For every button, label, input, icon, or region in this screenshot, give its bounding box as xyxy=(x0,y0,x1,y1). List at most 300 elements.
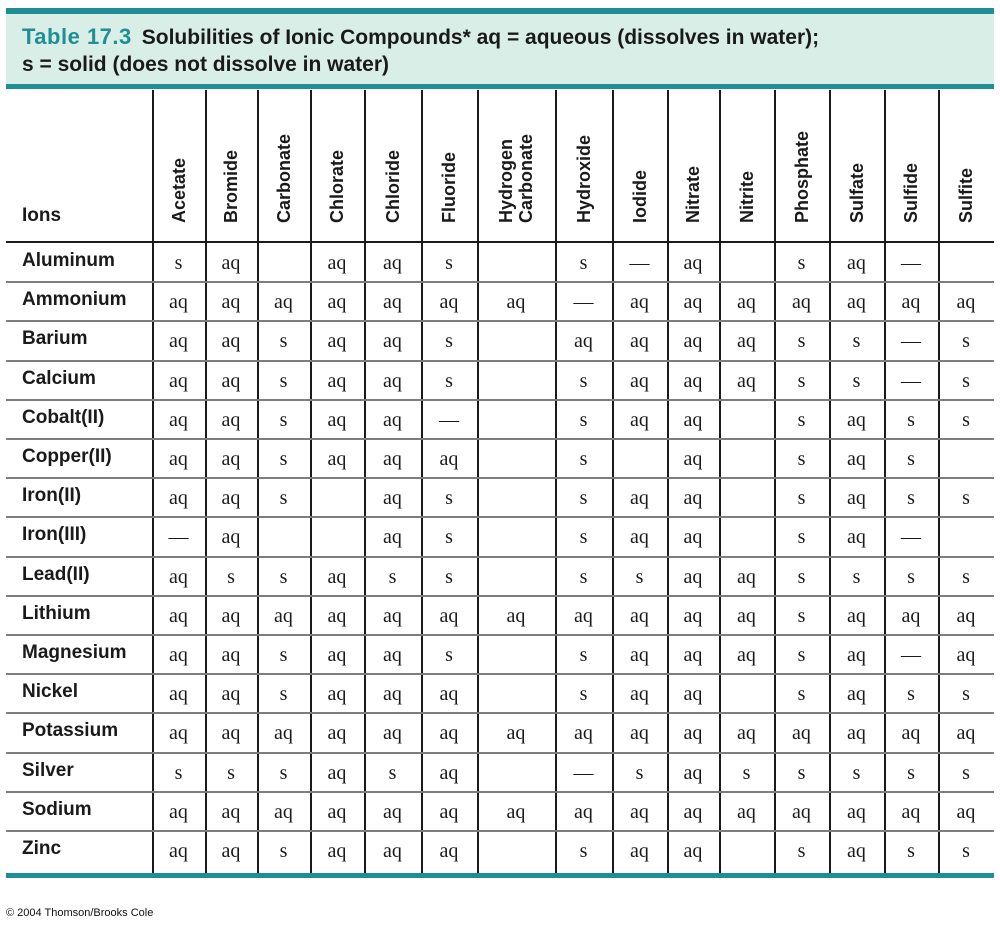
table-cell: s xyxy=(227,761,235,784)
table-cell: s xyxy=(907,683,915,706)
column-header: Phosphate xyxy=(791,130,812,223)
table-cell: aq xyxy=(221,448,241,470)
column-header: Chlorate xyxy=(327,149,347,223)
row-label: Barium xyxy=(22,328,88,350)
table-cell: — xyxy=(901,526,921,549)
table-cell xyxy=(938,445,994,473)
table-cell: aq xyxy=(683,252,703,274)
table-cell: aq xyxy=(737,800,756,823)
table-cell: s xyxy=(797,761,806,784)
table-cell: aq xyxy=(574,800,593,823)
table-cell: aq xyxy=(792,291,811,314)
table-cell: aq xyxy=(737,369,756,392)
row-divider xyxy=(6,320,994,322)
row-divider xyxy=(6,438,994,440)
table-cell: s xyxy=(852,330,861,353)
table-cell: aq xyxy=(683,330,703,353)
table-cell: s xyxy=(445,252,453,274)
row-divider xyxy=(6,830,994,832)
table-cell xyxy=(938,249,994,277)
table-cell: s xyxy=(797,448,806,470)
table-cell: aq xyxy=(169,683,188,706)
table-number: Table 17.3 xyxy=(22,24,132,49)
table-cell xyxy=(477,367,555,395)
table-cell: s xyxy=(797,252,806,274)
table-cell: aq xyxy=(683,644,703,666)
table-cell: s xyxy=(445,330,453,353)
table-cell: s xyxy=(279,683,288,706)
table-cell: aq xyxy=(327,683,347,706)
table-cell: s xyxy=(635,565,644,588)
table-cell: aq xyxy=(169,369,188,392)
table-cell: aq xyxy=(169,800,188,823)
table-cell: aq xyxy=(327,644,347,666)
table-cell: aq xyxy=(956,604,976,627)
table-cell xyxy=(477,563,555,591)
column-divider xyxy=(555,90,557,873)
table-cell: s xyxy=(579,840,588,862)
table-cell: aq xyxy=(383,487,402,510)
table-cell xyxy=(477,759,555,787)
table-cell: — xyxy=(629,252,650,274)
table-cell: aq xyxy=(630,683,649,706)
row-label: Magnesium xyxy=(22,642,127,663)
table-cell: aq xyxy=(630,840,649,862)
table-cell: s xyxy=(579,487,588,510)
table-cell: aq xyxy=(630,487,649,510)
table-cell xyxy=(719,680,774,708)
table-cell: aq xyxy=(683,840,703,862)
table-cell: aq xyxy=(574,604,593,627)
table-cell: aq xyxy=(630,604,649,627)
column-header: Nitrite xyxy=(736,170,757,223)
table-cell: aq xyxy=(683,722,703,745)
table-title: Solubilities of Ionic Compounds* aq = aqueous (dissolves in water); xyxy=(141,26,820,49)
table-cell: s xyxy=(797,369,806,392)
table-cell: aq xyxy=(274,604,293,627)
table-cell xyxy=(477,523,555,551)
row-label: Lead(II) xyxy=(22,563,90,585)
column-header: Iodide xyxy=(629,170,650,223)
table-cell: s xyxy=(742,761,751,784)
table-cell: s xyxy=(852,369,861,392)
table-cell: s xyxy=(907,761,915,784)
row-label: Iron(III) xyxy=(22,524,87,546)
table-cell: aq xyxy=(327,565,347,588)
table-cell: — xyxy=(901,369,921,392)
table-cell: aq xyxy=(383,408,402,431)
table-cell: aq xyxy=(383,722,402,745)
table-cell: aq xyxy=(327,408,347,431)
table-cell: aq xyxy=(630,526,649,549)
table-cell xyxy=(477,484,555,512)
table-cell: aq xyxy=(383,840,402,862)
row-divider xyxy=(6,556,994,558)
column-header: Bromide xyxy=(221,149,241,223)
column-divider xyxy=(884,90,886,873)
table-cell: aq xyxy=(506,291,526,314)
table-cell: s xyxy=(797,604,806,627)
table-cell: aq xyxy=(683,526,703,549)
table-cell: aq xyxy=(847,526,866,549)
table-cell xyxy=(477,249,555,277)
row-divider xyxy=(6,752,994,754)
table-cell: s xyxy=(579,565,588,588)
column-header: Chloride xyxy=(382,149,403,223)
row-label: Iron(II) xyxy=(22,485,82,507)
table-cell: s xyxy=(445,369,453,392)
row-label: Potassium xyxy=(22,720,119,742)
table-cell: aq xyxy=(221,604,241,627)
column-header: Fluoride xyxy=(439,152,459,223)
table-cell: aq xyxy=(683,800,703,823)
table-cell: aq xyxy=(956,644,976,666)
table-cell xyxy=(477,680,555,708)
table-cell: aq xyxy=(327,722,347,745)
row-label: Silver xyxy=(22,759,74,781)
table-cell xyxy=(477,837,555,865)
table-cell: aq xyxy=(683,291,703,314)
column-header: Hydroxide xyxy=(573,134,594,223)
table-cell: aq xyxy=(221,800,241,823)
table-cell xyxy=(938,523,994,551)
table-cell: s xyxy=(279,369,288,392)
table-cell: aq xyxy=(221,487,241,510)
column-header: Carbonate xyxy=(273,133,294,223)
table-cell: aq xyxy=(683,408,703,431)
table-cell: aq xyxy=(630,800,649,823)
table-cell: s xyxy=(279,644,288,666)
table-cell: s xyxy=(852,761,861,784)
table-cell: aq xyxy=(169,330,188,353)
table-cell: s xyxy=(907,840,915,862)
table-cell: aq xyxy=(221,369,241,392)
table-cell: aq xyxy=(574,722,593,745)
table-cell: aq xyxy=(956,800,976,823)
table-cell: s xyxy=(907,487,915,510)
table-cell: s xyxy=(579,408,588,431)
table-cell xyxy=(719,484,774,512)
row-divider xyxy=(6,673,994,675)
table-cell: aq xyxy=(274,722,293,745)
table-cell xyxy=(719,445,774,473)
table-cell: aq xyxy=(383,604,402,627)
table-cell: aq xyxy=(683,369,703,392)
table-cell: s xyxy=(174,252,183,274)
table-cell: s xyxy=(279,408,288,431)
table-cell xyxy=(257,523,310,551)
table-cell: s xyxy=(797,487,806,510)
table-cell: aq xyxy=(737,604,756,627)
table-cell: aq xyxy=(956,291,976,314)
bottom-rule xyxy=(6,873,994,878)
table-cell: s xyxy=(962,683,970,706)
column-divider xyxy=(938,90,940,873)
table-cell: s xyxy=(279,761,288,784)
row-divider xyxy=(6,399,994,401)
table-cell: s xyxy=(579,252,588,274)
table-cell: aq xyxy=(221,840,241,862)
column-divider xyxy=(477,90,479,873)
table-cell: s xyxy=(797,330,806,353)
table-cell: aq xyxy=(683,761,703,784)
row-label: Copper(II) xyxy=(22,446,112,467)
column-divider xyxy=(774,90,776,873)
table-cell: aq xyxy=(847,722,866,745)
row-label: Lithium xyxy=(22,602,91,624)
table-cell: aq xyxy=(737,644,756,666)
table-cell: aq xyxy=(737,565,756,588)
table-cell: aq xyxy=(737,330,756,353)
table-cell: aq xyxy=(169,644,188,666)
row-divider xyxy=(6,634,994,636)
table-cell: s xyxy=(962,487,970,510)
table-cell: s xyxy=(962,408,970,431)
table-cell: aq xyxy=(439,722,459,745)
table-cell: — xyxy=(901,644,921,666)
table-cell: s xyxy=(174,761,183,784)
table-cell: s xyxy=(445,526,453,549)
table-cell: s xyxy=(579,526,588,549)
table-cell: s xyxy=(279,448,288,470)
row-label: Calcium xyxy=(22,367,96,389)
column-divider xyxy=(421,90,423,873)
table-cell: aq xyxy=(327,800,347,823)
column-divider xyxy=(719,90,721,873)
table-cell xyxy=(477,327,555,355)
table-cell: aq xyxy=(221,291,241,314)
table-cell: s xyxy=(797,644,806,666)
table-cell: aq xyxy=(383,683,402,706)
table-cell: s xyxy=(579,448,588,470)
table-cell: aq xyxy=(630,291,649,314)
table-cell: aq xyxy=(630,408,649,431)
table-cell: s xyxy=(797,526,806,549)
table-cell: aq xyxy=(574,330,593,353)
table-cell: aq xyxy=(169,487,188,510)
table-cell: s xyxy=(797,840,806,862)
table-cell: aq xyxy=(792,800,811,823)
table-cell: s xyxy=(635,761,644,784)
table-cell: aq xyxy=(383,369,402,392)
table-cell: aq xyxy=(630,330,649,353)
table-cell: aq xyxy=(327,252,347,274)
table-cell: s xyxy=(962,840,970,862)
table-cell: aq xyxy=(327,604,347,627)
table-cell: aq xyxy=(847,683,866,706)
table-cell: aq xyxy=(327,448,347,470)
table-cell: aq xyxy=(383,252,402,274)
table-cell: s xyxy=(962,369,970,392)
table-cell: aq xyxy=(274,800,293,823)
table-cell xyxy=(719,249,774,277)
row-label: Nickel xyxy=(22,681,78,703)
row-divider xyxy=(6,791,994,793)
table-cell xyxy=(477,641,555,669)
table-cell: — xyxy=(573,761,594,784)
row-label: Ammonium xyxy=(22,289,127,311)
row-label: Sodium xyxy=(22,798,92,820)
column-divider xyxy=(829,90,831,873)
table-cell: aq xyxy=(847,291,866,314)
table-cell: — xyxy=(901,330,921,353)
row-divider xyxy=(6,360,994,362)
table-cell: aq xyxy=(847,252,866,274)
row-divider xyxy=(6,595,994,597)
table-cell: s xyxy=(907,565,915,588)
table-cell: s xyxy=(579,644,588,666)
table-cell: aq xyxy=(901,604,921,627)
column-header: Sulfite xyxy=(956,167,976,223)
table-cell: s xyxy=(388,761,397,784)
table-subtitle: s = solid (does not dissolve in water) xyxy=(22,53,389,76)
table-cell: aq xyxy=(383,448,402,470)
table-cell: aq xyxy=(901,800,921,823)
row-divider xyxy=(6,516,994,518)
table-cell: aq xyxy=(847,840,866,862)
table-cell: aq xyxy=(847,408,866,431)
table-cell: s xyxy=(797,408,806,431)
table-cell: aq xyxy=(847,448,866,470)
table-cell: s xyxy=(445,487,453,510)
column-divider xyxy=(612,90,614,873)
copyright-notice: © 2004 Thomson/Brooks Cole xyxy=(6,907,154,919)
table-cell: aq xyxy=(439,761,459,784)
table-cell: s xyxy=(445,565,453,588)
table-cell: aq xyxy=(169,604,188,627)
row-divider xyxy=(6,281,994,283)
ions-column-header: Ions xyxy=(22,205,62,226)
table-cell: aq xyxy=(737,722,756,745)
table-cell: s xyxy=(907,408,915,431)
table-cell: s xyxy=(962,330,970,353)
column-divider xyxy=(364,90,366,873)
column-divider xyxy=(310,90,312,873)
table-cell: s xyxy=(962,565,970,588)
row-label: Cobalt(II) xyxy=(22,406,105,428)
table-cell: aq xyxy=(169,840,188,862)
table-cell: aq xyxy=(383,526,402,549)
table-cell: aq xyxy=(169,565,188,588)
table-cell: aq xyxy=(221,683,241,706)
table-cell: aq xyxy=(847,604,866,627)
table-cell xyxy=(612,445,667,473)
table-cell xyxy=(719,523,774,551)
table-cell: aq xyxy=(327,840,347,862)
table-cell xyxy=(310,523,364,551)
table-cell: aq xyxy=(221,722,241,745)
table-cell xyxy=(310,484,364,512)
column-header: Nitrate xyxy=(683,165,703,223)
table-cell: s xyxy=(227,565,235,588)
table-cell: aq xyxy=(169,291,188,314)
table-cell: aq xyxy=(169,408,188,431)
column-divider xyxy=(667,90,669,873)
table-cell xyxy=(477,406,555,434)
column-header: Sulfide xyxy=(901,162,921,223)
table-cell: aq xyxy=(683,487,703,510)
table-cell: aq xyxy=(327,369,347,392)
column-header: Sulfate xyxy=(846,162,867,223)
table-cell: aq xyxy=(737,291,756,314)
column-divider xyxy=(257,90,259,873)
table-cell: aq xyxy=(683,683,703,706)
table-cell xyxy=(719,837,774,865)
table-cell: aq xyxy=(683,604,703,627)
table-cell: aq xyxy=(221,644,241,666)
table-cell: s xyxy=(852,565,861,588)
table-cell: aq xyxy=(327,761,347,784)
table-cell: aq xyxy=(274,291,293,314)
table-cell: — xyxy=(168,526,189,549)
table-cell: aq xyxy=(506,722,526,745)
table-cell: s xyxy=(388,565,397,588)
column-header: Hydrogen Carbonate xyxy=(496,133,536,223)
table-cell: aq xyxy=(169,722,188,745)
header-divider xyxy=(6,241,994,243)
table-cell: s xyxy=(797,565,806,588)
table-cell: aq xyxy=(439,683,459,706)
table-cell: aq xyxy=(439,291,459,314)
table-cell: aq xyxy=(683,448,703,470)
table-cell: aq xyxy=(506,604,526,627)
table-cell: aq xyxy=(221,526,241,549)
row-divider xyxy=(6,712,994,714)
table-cell: aq xyxy=(683,565,703,588)
table-cell xyxy=(719,406,774,434)
table-cell: s xyxy=(279,487,288,510)
table-cell: s xyxy=(797,683,806,706)
table-cell: aq xyxy=(327,291,347,314)
table-cell: s xyxy=(579,683,588,706)
table-cell: aq xyxy=(847,644,866,666)
table-cell: aq xyxy=(383,800,402,823)
table-cell: — xyxy=(573,291,594,314)
table-cell: — xyxy=(439,408,459,431)
table-cell: aq xyxy=(630,644,649,666)
table-cell: aq xyxy=(221,330,241,353)
table-cell: aq xyxy=(956,722,976,745)
table-cell: s xyxy=(279,840,288,862)
table-cell: aq xyxy=(630,369,649,392)
row-label: Zinc xyxy=(22,838,62,859)
column-header: Acetate xyxy=(168,157,189,223)
table-cell: s xyxy=(907,448,915,470)
table-cell: aq xyxy=(506,800,526,823)
table-cell: aq xyxy=(630,722,649,745)
table-cell: aq xyxy=(383,330,402,353)
table-cell: aq xyxy=(439,800,459,823)
table-cell: aq xyxy=(792,722,811,745)
table-cell: aq xyxy=(901,722,921,745)
row-divider xyxy=(6,477,994,479)
column-divider xyxy=(205,90,207,873)
table-cell: aq xyxy=(439,840,459,862)
table-cell: aq xyxy=(439,448,459,470)
table-cell xyxy=(257,249,310,277)
table-cell: aq xyxy=(901,291,921,314)
table-cell: — xyxy=(901,252,921,274)
table-cell: aq xyxy=(847,800,866,823)
row-label: Aluminum xyxy=(22,250,115,271)
table-cell: aq xyxy=(847,487,866,510)
table-cell: aq xyxy=(169,448,188,470)
table-cell: aq xyxy=(221,252,241,274)
table-cell: aq xyxy=(221,408,241,431)
table-cell: s xyxy=(445,644,453,666)
table-cell: aq xyxy=(327,330,347,353)
table-cell: s xyxy=(279,330,288,353)
